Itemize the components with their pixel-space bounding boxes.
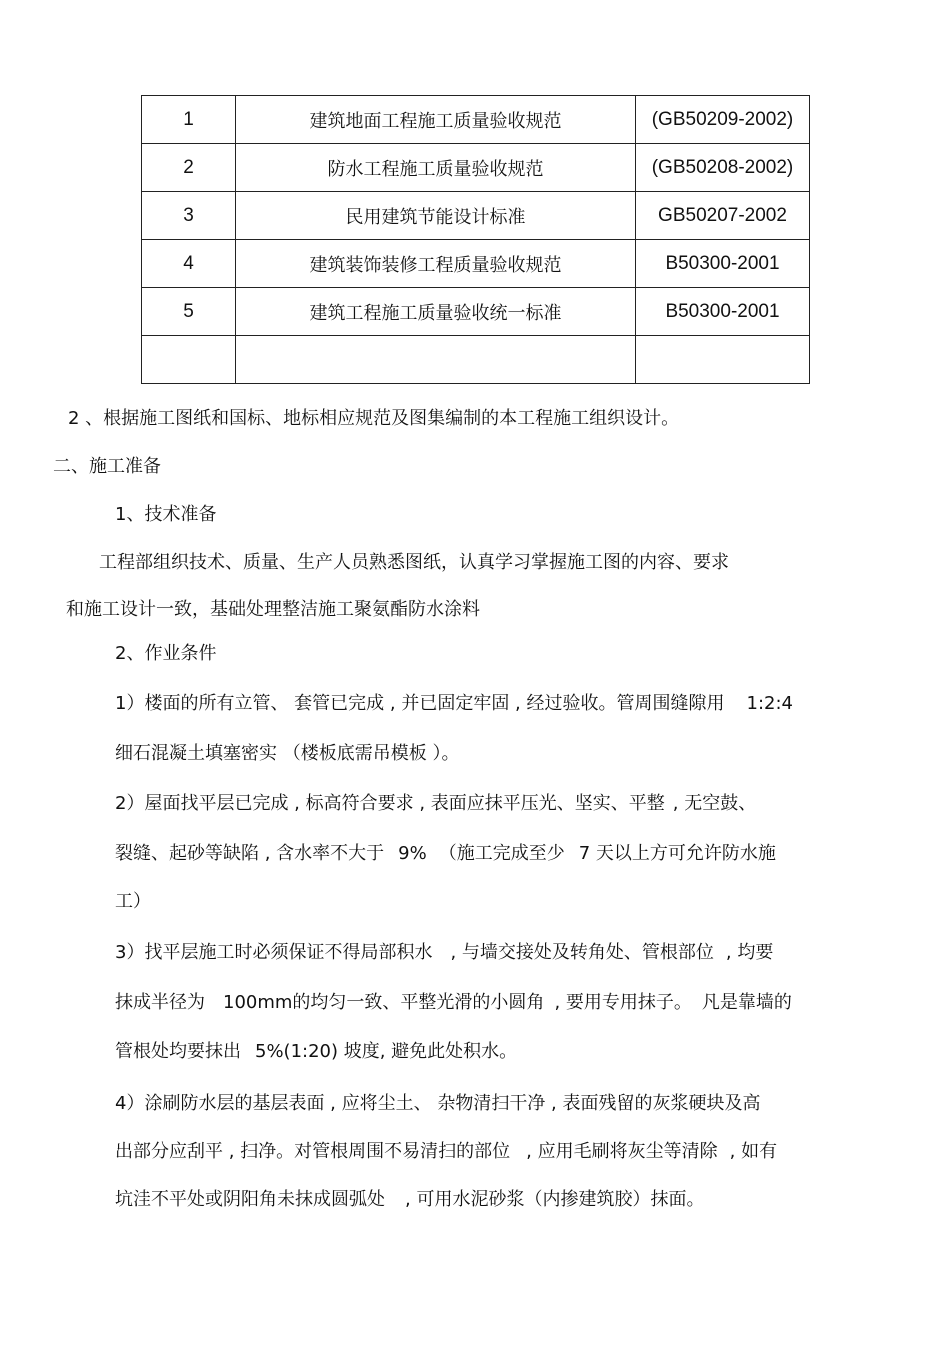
text-run: 凡是靠墙的 [701, 992, 792, 1013]
text-run: （施工完成至少 [438, 843, 565, 864]
text-run: , 无空鼓、 [672, 793, 757, 814]
row-number: 2 [142, 144, 236, 192]
subsection-heading: 2、作业条件 [115, 643, 217, 664]
paragraph-line: 工） [115, 891, 151, 912]
table-row [142, 288, 810, 336]
row-number [142, 336, 236, 384]
text-run: , 均要 [725, 942, 774, 963]
text-run: 2）屋面找平层已完成 , 标高符合要求 , 表面应抹平压光、坚实、平整 [115, 793, 665, 814]
standard-name: 建筑装饰装修工程质量验收规范 [236, 240, 636, 288]
row-number: 1 [142, 96, 236, 144]
text-run: 裂缝、起砂等缺陷 , 含水率不大于 [115, 843, 385, 864]
standard-name: 建筑工程施工质量验收统一标准 [236, 288, 636, 336]
text-run: , 可用水泥砂浆（内掺建筑胶）抹面。 [405, 1189, 705, 1210]
standard-code [636, 336, 810, 384]
standard-name: 防水工程施工质量验收规范 [236, 144, 636, 192]
text-run: , 与墙交接处及转角处、管根部位 [450, 942, 714, 963]
text-run: , 应用毛刷将灰尘等清除 [526, 1141, 718, 1162]
standard-code: B50300-2001 [636, 288, 810, 336]
standard-code: GB50207-2002 [636, 192, 810, 240]
paragraph-line [115, 692, 793, 716]
text-run: , 要用专用抹子。 [554, 992, 692, 1013]
section-heading: 二、施工准备 [53, 456, 161, 477]
text-run: 1）楼面的所有立管、 套管已完成 , 并已固定牢固 , 经过验收。管周围缝隙用 [115, 693, 725, 714]
text-run: 7 天以上方可允许防水施 [578, 843, 776, 864]
table-row [142, 192, 810, 240]
standard-name [236, 336, 636, 384]
paragraph-line [115, 1188, 704, 1212]
standard-code: B50300-2001 [636, 240, 810, 288]
standard-code: (GB50209-2002) [636, 96, 810, 144]
paragraph-line: 工程部组织技术、质量、生产人员熟悉图纸，认真学习掌握施工图的内容、要求 [99, 552, 729, 573]
row-number: 5 [142, 288, 236, 336]
standard-name: 民用建筑节能设计标准 [236, 192, 636, 240]
row-number: 3 [142, 192, 236, 240]
paragraph-line [115, 991, 792, 1015]
paragraph-line: 4）涂刷防水层的基层表面 , 应将尘土、 杂物清扫干净 , 表面残留的灰浆硬块及高 [115, 1093, 761, 1114]
standard-name: 建筑地面工程施工质量验收规范 [236, 96, 636, 144]
paragraph-line [115, 792, 756, 816]
text-run: 抹成半径为 [115, 992, 205, 1013]
table-row [142, 96, 810, 144]
paragraph-line [115, 941, 773, 965]
paragraph-line [115, 1040, 517, 1064]
table-row [142, 144, 810, 192]
row-number: 4 [142, 240, 236, 288]
standards-table [141, 95, 810, 384]
text-run: , 如有 [729, 1141, 778, 1162]
text-run: 9% [398, 843, 427, 864]
subsection-heading: 1、技术准备 [115, 504, 217, 525]
table-row [142, 336, 810, 384]
text-run: 5%(1:20) 坡度, 避免此处积水。 [255, 1041, 518, 1062]
paragraph-line: 和施工设计一致，基础处理整洁施工聚氨酯防水涂料 [66, 599, 480, 620]
paragraph-line [115, 1140, 777, 1164]
text-run: 管根处均要抹出 [115, 1041, 241, 1062]
basis-item-2: 2 、根据施工图纸和国标、地标相应规范及图集编制的本工程施工组织设计。 [68, 408, 680, 429]
text-run: 3）找平层施工时必须保证不得局部积水 [115, 942, 433, 963]
text-run: 出部分应刮平 , 扫净。对管根周围不易清扫的部位 [115, 1141, 511, 1162]
paragraph-line [115, 842, 776, 866]
table-row [142, 240, 810, 288]
paragraph-line: 细石混凝土填塞密实 （楼板底需吊模板 ）。 [115, 743, 460, 764]
text-run: 1:2:4 [746, 693, 794, 714]
text-run: 100mm的均匀一致、平整光滑的小圆角 [223, 992, 545, 1013]
text-run: 坑洼不平处或阴阳角未抹成圆弧处 [115, 1189, 385, 1210]
standard-code: (GB50208-2002) [636, 144, 810, 192]
